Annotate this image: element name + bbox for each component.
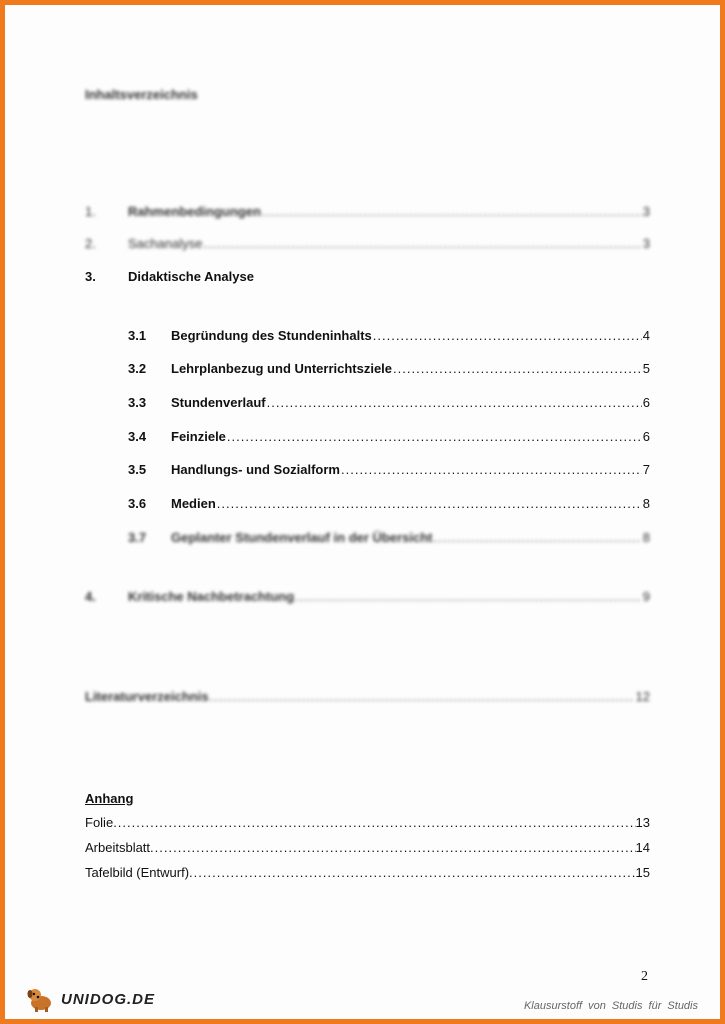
toc-entry-page: 9 [642, 589, 650, 604]
toc-leader-dots [341, 462, 642, 477]
appendix-heading: Anhang [85, 791, 134, 806]
toc-entry-number: 3. [85, 269, 96, 284]
toc-leader-dots [210, 689, 635, 704]
toc-entry-number: 1. [85, 204, 96, 219]
toc-entry-number: 3.5 [128, 462, 147, 477]
appendix-item [85, 815, 650, 830]
appendix-item-title: Tafelbild (Entwurf) [85, 865, 190, 880]
toc-entry-title: Kritische Nachbetrachtung [128, 589, 295, 604]
toc-entry-title: Begründung des Stundeninhalts [171, 328, 372, 343]
dog-icon [25, 985, 57, 1013]
toc-entry-number: 3.2 [128, 361, 147, 376]
toc-entry-2 [85, 236, 650, 251]
toc-entry-number: 3.7 [128, 530, 147, 545]
unidog-logo [25, 985, 155, 1013]
toc-leader-dots [267, 395, 642, 410]
toc-entry-title: Handlungs- und Sozialform [171, 462, 340, 477]
toc-entry-page: 3 [642, 204, 650, 219]
toc-entry-title: Lehrplanbezug und Unterrichtsziele [171, 361, 393, 376]
toc-heading: Inhaltsverzeichnis [85, 87, 198, 102]
toc-entry-title: Rahmenbedingungen [128, 204, 261, 219]
toc-entry-3-1 [128, 328, 650, 343]
toc-entry-page: 4 [642, 328, 650, 343]
toc-entry-title: Sachanalyse [128, 236, 203, 251]
appendix-item-page: 14 [635, 840, 650, 855]
toc-entry-title: Didaktische Analyse [128, 269, 254, 284]
toc-leader-dots [227, 429, 642, 444]
toc-entry-title: Feinziele [171, 429, 226, 444]
toc-entry-page: 6 [642, 429, 650, 444]
toc-leader-dots [393, 361, 642, 376]
toc-entry-page: 5 [642, 361, 650, 376]
toc-entry-3 [85, 269, 650, 284]
toc-entry-3-4 [128, 429, 650, 444]
appendix-item [85, 840, 650, 855]
toc-entry-number: 2. [85, 236, 96, 251]
toc-leader-dots [189, 865, 635, 880]
toc-entry-page: 8 [642, 530, 650, 545]
appendix-item-title: Folie [85, 815, 114, 830]
toc-entry-number: 3.3 [128, 395, 147, 410]
toc-entry-literature [85, 689, 650, 704]
appendix-item-title: Arbeitsblatt [85, 840, 151, 855]
toc-leader-dots [217, 496, 642, 511]
toc-leader-dots [373, 328, 642, 343]
toc-entry-title: Stundenverlauf [171, 395, 266, 410]
page-number: 2 [641, 969, 648, 984]
toc-leader-dots [113, 815, 635, 830]
toc-entry-3-2 [128, 361, 650, 376]
footer-tagline: Klausurstoff von Studis für Studis [523, 1000, 698, 1012]
logo-text: UNIDOG.DE [61, 990, 156, 1008]
toc-entry-number: 3.4 [128, 429, 147, 444]
toc-entry-title: Literaturverzeichnis [85, 689, 209, 704]
toc-entry-page: 8 [642, 496, 650, 511]
toc-entry-4 [85, 589, 650, 604]
toc-entry-title: Medien [171, 496, 216, 511]
toc-leader-dots [295, 589, 642, 604]
toc-leader-dots [262, 204, 642, 219]
toc-leader-dots [203, 236, 641, 251]
toc-entry-number: 3.1 [128, 328, 147, 343]
toc-entry-page: 3 [642, 236, 650, 251]
toc-entry-page: 12 [635, 689, 650, 704]
appendix-item [85, 865, 650, 880]
toc-leader-dots [150, 840, 635, 855]
toc-entry-3-5 [128, 462, 650, 477]
toc-entry-3-3 [128, 395, 650, 410]
appendix-item-page: 13 [635, 815, 650, 830]
toc-entry-number: 4. [85, 589, 96, 604]
toc-entry-page: 7 [642, 462, 650, 477]
toc-entry-3-7 [128, 530, 650, 545]
appendix-item-page: 15 [635, 865, 650, 880]
toc-leader-dots [434, 530, 642, 545]
toc-entry-title: Geplanter Stundenverlauf in der Übersicht [171, 530, 433, 545]
toc-entry-3-6 [128, 496, 650, 511]
toc-entry-1 [85, 204, 650, 219]
toc-entry-page: 6 [642, 395, 650, 410]
toc-entry-number: 3.6 [128, 496, 147, 511]
